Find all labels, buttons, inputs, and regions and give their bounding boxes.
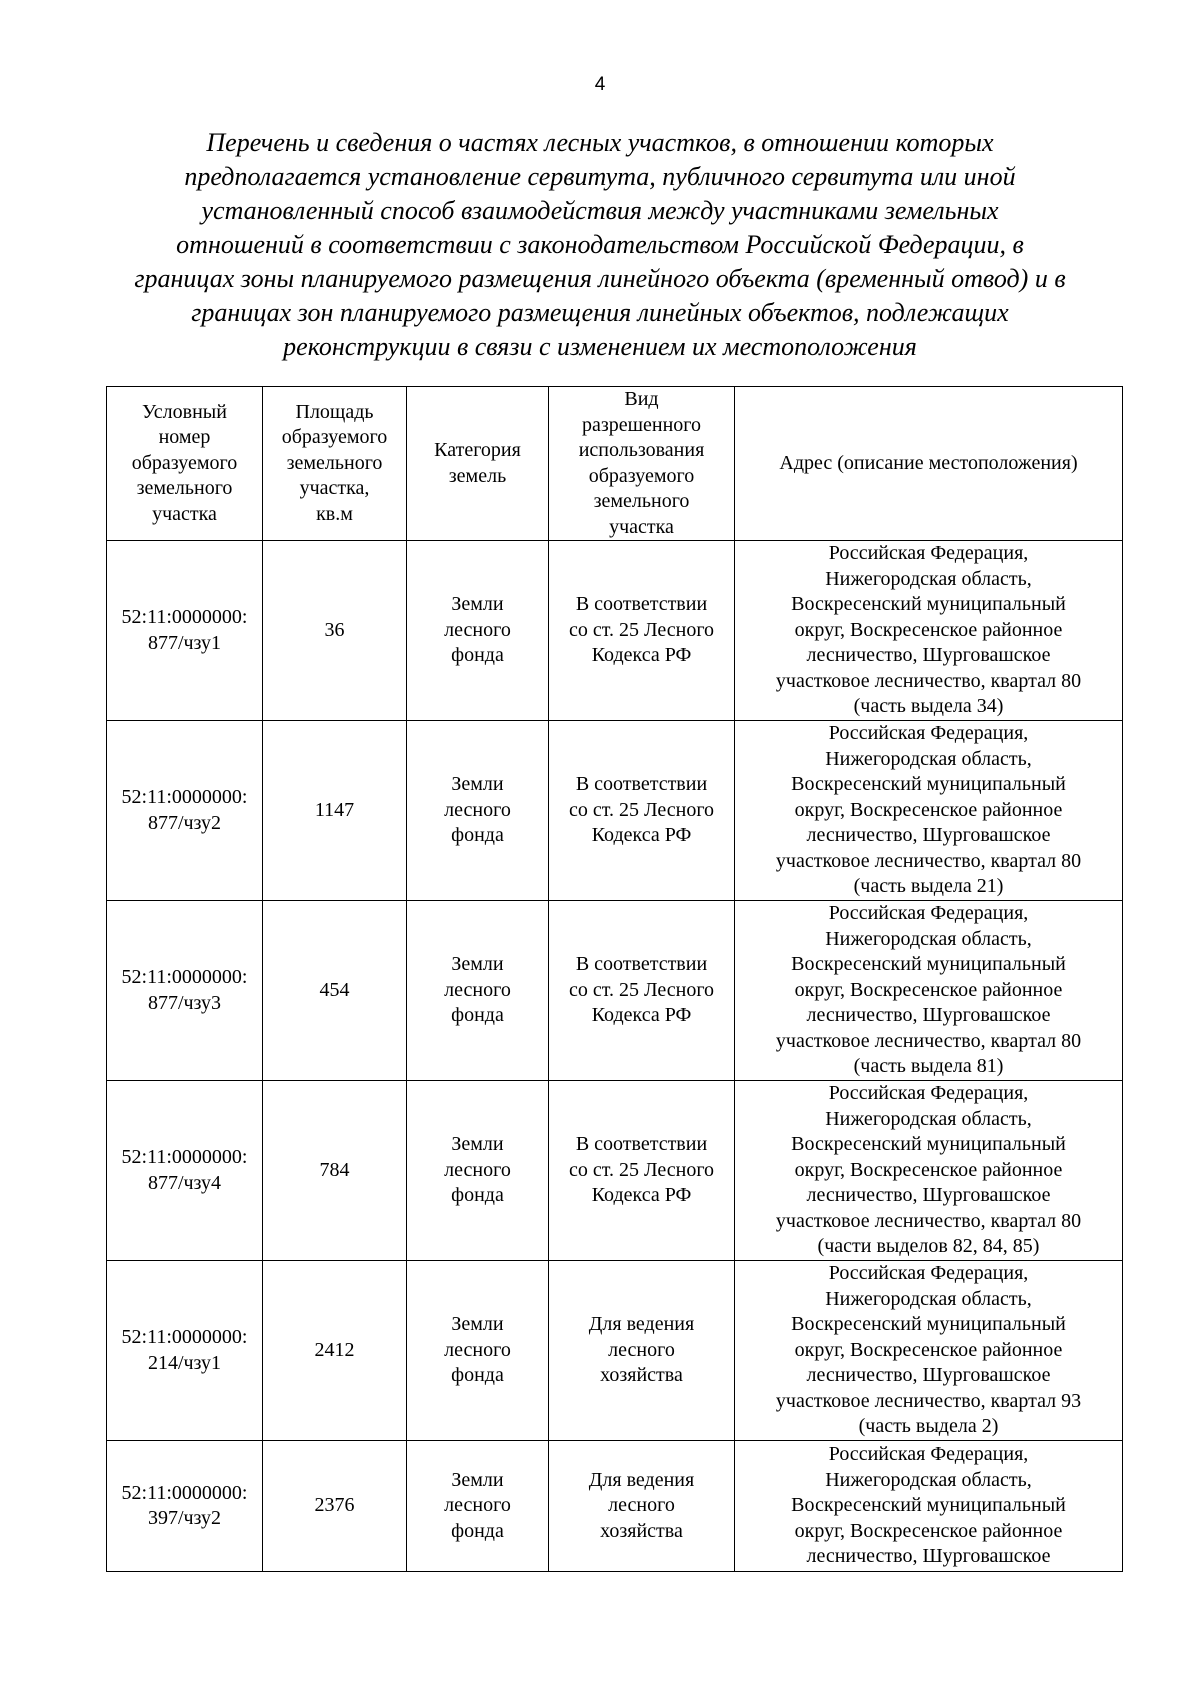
cell-text-line: образуемого	[281, 426, 388, 449]
cell-text-line: Нижегородская область,	[825, 1107, 1032, 1130]
header-address	[735, 387, 1123, 541]
cell-text-line: Нижегородская область,	[825, 1287, 1032, 1310]
cell-plot-number	[107, 721, 263, 901]
cell-text-line: земельного	[593, 490, 690, 512]
cell-text-line: лесничество, Шурговашское	[806, 824, 1051, 847]
cell-permitted-use	[549, 1081, 735, 1261]
cell-text-line: лесничество, Шурговашское	[806, 1184, 1051, 1207]
header-plot-area	[263, 387, 407, 541]
cell-text-line: 397/чзу2	[147, 1507, 222, 1529]
cell-text-line: Кодекса РФ	[591, 644, 692, 667]
cell-text-line: 454	[319, 978, 350, 1001]
cell-text-line: Российская Федерация,	[828, 1443, 1029, 1466]
cell-permitted-use	[549, 721, 735, 901]
cell-text-line: округ, Воскресенское районное	[794, 1158, 1063, 1181]
cell-text-line: участковое лесничество, квартал 80	[775, 1029, 1082, 1052]
cell-text-line: фонда	[451, 1184, 504, 1207]
cell-text-line: хозяйства	[600, 1364, 683, 1387]
cell-text-line: 52:11:0000000:	[121, 1326, 248, 1348]
cell-text-line: лесного	[444, 1338, 511, 1361]
cell-text-line: (часть выдела 81)	[853, 1055, 1004, 1078]
cell-text-line: (части выделов 82, 84, 85)	[817, 1235, 1040, 1258]
cell-text-line: 877/чзу1	[147, 631, 222, 654]
cell-text-line: В соответствии	[575, 773, 708, 796]
title-line: границах зон планируемого размещения линейных объектов, подлежащих	[191, 298, 1009, 327]
cell-text-line: номер	[158, 426, 211, 449]
title-line: предполагается установление сервитута, публичного сервитута или иной	[184, 162, 1016, 191]
cell-text-line: Воскресенский муниципальный	[791, 1133, 1066, 1156]
cell-text-line: Адрес (описание местоположения)	[779, 451, 1078, 474]
cell-text-line: В соответствии	[575, 1133, 708, 1156]
header-permitted-use	[549, 387, 735, 541]
cell-plot-number	[107, 1261, 263, 1441]
cell-land-category	[407, 1261, 549, 1441]
cell-text-line: Воскресенский муниципальный	[791, 593, 1066, 616]
cell-text-line: Российская Федерация,	[828, 1262, 1029, 1285]
cell-text-line: (часть выдела 21)	[853, 875, 1004, 898]
cell-text-line: 2412	[314, 1338, 355, 1361]
cell-permitted-use	[549, 901, 735, 1081]
cell-text-line: Кодекса РФ	[591, 824, 692, 847]
cell-text-line: округ, Воскресенское районное	[794, 1519, 1063, 1542]
cell-text-line: Земли	[451, 593, 504, 616]
cell-text-line: 784	[319, 1158, 350, 1181]
cell-text-line: лесничество, Шурговашское	[806, 1364, 1051, 1387]
table-row	[107, 541, 1123, 721]
cell-plot-number	[107, 1081, 263, 1261]
cell-address	[735, 541, 1123, 721]
cell-text-line: участка,	[299, 477, 370, 500]
cell-text-line: лесничество, Шурговашское	[806, 644, 1051, 667]
cell-text-line: Кодекса РФ	[591, 1004, 692, 1027]
cell-plot-area	[263, 901, 407, 1081]
cell-text-line: кв.м	[316, 502, 353, 525]
title-line: Перечень и сведения о частях лесных участков, в отношении которых	[206, 128, 994, 157]
cell-text-line: лесного	[608, 1494, 675, 1517]
cell-text-line: Земли	[451, 1313, 504, 1336]
cell-text-line: лесничество, Шурговашское	[806, 1004, 1051, 1027]
cell-text-line: 214/чзу1	[147, 1351, 222, 1374]
cell-text-line: со ст. 25 Лесного	[568, 1158, 715, 1181]
cell-text-line: Воскресенский муниципальный	[791, 953, 1066, 976]
cell-land-category	[407, 901, 549, 1081]
cell-text-line: В соответствии	[575, 593, 708, 616]
cell-text-line: Земли	[451, 773, 504, 796]
cell-text-line: 36	[324, 618, 345, 641]
cell-text-line: участковое лесничество, квартал 80	[775, 849, 1082, 872]
cell-text-line: (часть выдела 34)	[853, 695, 1004, 718]
cell-plot-number	[107, 1441, 263, 1572]
cell-text-line: участковое лесничество, квартал 93	[775, 1389, 1082, 1412]
cell-plot-number	[107, 541, 263, 721]
table-header-row	[107, 387, 1123, 541]
cell-text-line: Российская Федерация,	[828, 1082, 1029, 1105]
cell-text-line: Площадь	[295, 400, 374, 423]
cell-text-line: со ст. 25 Лесного	[568, 798, 715, 821]
cell-plot-number	[107, 901, 263, 1081]
cell-plot-area	[263, 1261, 407, 1441]
title-line: отношений в соответствии с законодательством Российской Федерации, в	[176, 230, 1024, 259]
cell-text-line: образуемого	[588, 464, 695, 487]
cell-plot-area	[263, 1081, 407, 1261]
cell-plot-area	[263, 1441, 407, 1572]
cell-address	[735, 1261, 1123, 1441]
title-line: реконструкции в связи с изменением их местоположения	[283, 332, 917, 361]
cell-text-line: фонда	[451, 1004, 504, 1027]
cell-permitted-use	[549, 1261, 735, 1441]
cell-text-line: лесного	[444, 1494, 511, 1517]
cell-text-line: разрешенного	[581, 413, 702, 436]
cell-text-line: Условный	[142, 400, 227, 423]
cell-text-line: Нижегородская область,	[825, 1468, 1032, 1491]
cell-address	[735, 1081, 1123, 1261]
cell-text-line: лесного	[608, 1338, 675, 1361]
cell-text-line: участковое лесничество, квартал 80	[775, 669, 1082, 692]
cell-text-line: округ, Воскресенское районное	[794, 798, 1063, 821]
cell-land-category	[407, 541, 549, 721]
cell-text-line: Земли	[451, 1468, 504, 1491]
cell-text-line: 52:11:0000000:	[121, 1481, 248, 1504]
cell-text-line: Российская Федерация,	[828, 722, 1029, 745]
cell-text-line: 52:11:0000000:	[121, 786, 248, 808]
table-row	[107, 901, 1123, 1081]
cell-plot-area	[263, 541, 407, 721]
cell-land-category	[407, 721, 549, 901]
cell-text-line: участковое лесничество, квартал 80	[775, 1209, 1082, 1232]
cell-text-line: со ст. 25 Лесного	[568, 618, 715, 641]
cell-text-line: 2376	[314, 1494, 355, 1517]
cell-address	[735, 721, 1123, 901]
cell-permitted-use	[549, 1441, 735, 1572]
cell-text-line: лесничество, Шурговашское	[806, 1545, 1051, 1568]
cell-text-line: Кодекса РФ	[591, 1184, 692, 1207]
cell-text-line: округ, Воскресенское районное	[794, 1338, 1063, 1361]
cell-permitted-use	[549, 541, 735, 721]
cell-text-line: Вид	[624, 388, 659, 410]
cell-text-line: Воскресенский муниципальный	[791, 773, 1066, 796]
cell-text-line: хозяйства	[600, 1519, 683, 1542]
cell-text-line: земельного	[136, 477, 233, 500]
cell-text-line: Земли	[451, 1133, 504, 1156]
cell-text-line: 52:11:0000000:	[121, 1146, 248, 1168]
cell-text-line: Воскресенский муниципальный	[791, 1494, 1066, 1517]
cell-text-line: фонда	[451, 1519, 504, 1542]
cell-text-line: округ, Воскресенское районное	[794, 618, 1063, 641]
cell-text-line: Земли	[451, 953, 504, 976]
page-number: 4	[594, 74, 606, 95]
cell-text-line: Российская Федерация,	[828, 902, 1029, 925]
cell-text-line: Для ведения	[588, 1468, 695, 1491]
cell-text-line: 877/чзу2	[147, 811, 222, 834]
cell-text-line: фонда	[451, 644, 504, 667]
cell-text-line: участка	[609, 515, 674, 538]
cell-text-line: Нижегородская область,	[825, 567, 1032, 590]
cell-text-line: земель	[448, 464, 507, 487]
title-line: границах зоны планируемого размещения линейного объекта (временный отвод) и в	[134, 264, 1066, 293]
cell-text-line: со ст. 25 Лесного	[568, 978, 715, 1001]
cell-address	[735, 1441, 1123, 1572]
cell-text-line: Российская Федерация,	[828, 542, 1029, 565]
cell-text-line: 877/чзу3	[147, 991, 222, 1014]
cell-text-line: использования	[578, 439, 705, 461]
cell-text-line: Категория	[434, 439, 521, 461]
header-land-category	[407, 387, 549, 541]
cell-text-line: земельного	[286, 451, 383, 474]
cell-text-line: 52:11:0000000:	[121, 606, 248, 628]
title-line: установленный способ взаимодействия между участниками земельных	[201, 196, 999, 225]
cell-text-line: (часть выдела 2)	[858, 1415, 999, 1438]
cell-text-line: лесного	[444, 798, 511, 821]
document-title	[95, 126, 1105, 364]
header-plot-number	[107, 387, 263, 541]
cell-text-line: В соответствии	[575, 953, 708, 976]
cell-text-line: фонда	[451, 824, 504, 847]
cell-text-line: Воскресенский муниципальный	[791, 1313, 1066, 1336]
cell-text-line: Для ведения	[588, 1313, 695, 1336]
cell-text-line: образуемого	[131, 451, 238, 474]
cell-text-line: лесного	[444, 1158, 511, 1181]
cell-plot-area	[263, 721, 407, 901]
cell-text-line: округ, Воскресенское районное	[794, 978, 1063, 1001]
table-row	[107, 1081, 1123, 1261]
cell-land-category	[407, 1081, 549, 1261]
cell-text-line: лесного	[444, 978, 511, 1001]
cell-text-line: 52:11:0000000:	[121, 966, 248, 988]
cell-address	[735, 901, 1123, 1081]
forest-plots-table	[106, 386, 1123, 1572]
cell-land-category	[407, 1441, 549, 1572]
cell-text-line: Нижегородская область,	[825, 747, 1032, 770]
cell-text-line: 877/чзу4	[147, 1171, 222, 1194]
table-row	[107, 1441, 1123, 1572]
cell-text-line: фонда	[451, 1364, 504, 1387]
cell-text-line: 1147	[314, 798, 355, 821]
cell-text-line: лесного	[444, 618, 511, 641]
cell-text-line: Нижегородская область,	[825, 927, 1032, 950]
table-row	[107, 721, 1123, 901]
cell-text-line: участка	[152, 502, 217, 525]
table-row	[107, 1261, 1123, 1441]
